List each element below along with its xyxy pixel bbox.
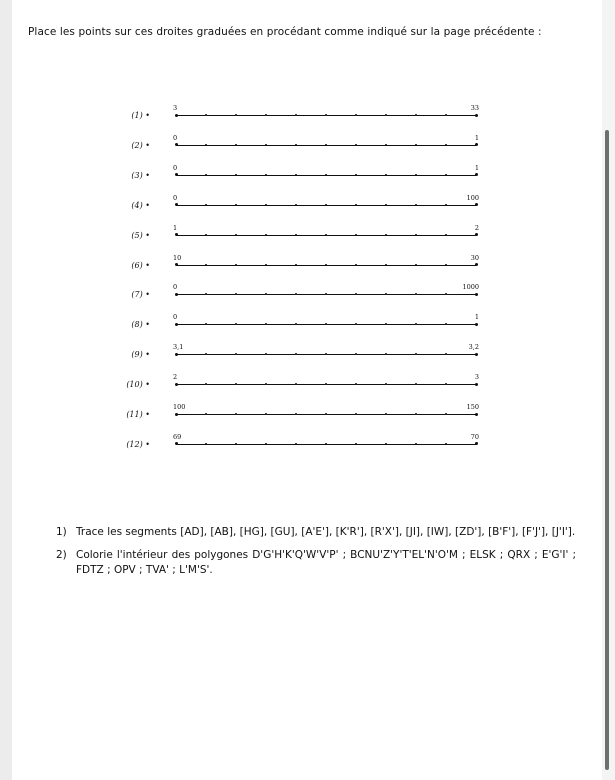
- number-line-tick: [355, 234, 357, 236]
- number-line-label: (4) •: [131, 200, 150, 210]
- number-line-row: [0, 194, 615, 214]
- number-line-tick: [445, 443, 447, 445]
- number-line-end-value: 33: [470, 104, 479, 112]
- number-line-tick: [325, 323, 327, 325]
- number-line-tick: [445, 234, 447, 236]
- number-line-start-value: 3: [173, 104, 178, 112]
- number-line: [176, 205, 476, 206]
- task-number: 1): [56, 526, 67, 538]
- task-text: Trace les segments [AD], [AB], [HG], [GU], [A'E'], [K'R'], [R'X'], [JI], [IW], [ZD'], [B'F'], [F'J'], [J'I'].: [76, 526, 576, 538]
- number-line-endpoint: [475, 203, 478, 206]
- number-line-tick: [445, 323, 447, 325]
- number-line-tick: [415, 293, 417, 295]
- number-line-end-value: 1: [474, 133, 479, 142]
- number-line-start-value: 0: [173, 313, 178, 322]
- number-line-tick: [205, 144, 207, 146]
- number-line-endpoint: [175, 173, 178, 176]
- number-line-tick: [265, 204, 267, 206]
- number-line-start-value: 1: [173, 223, 178, 232]
- number-line-end-value: 1: [474, 163, 479, 172]
- number-line-row: [0, 224, 615, 244]
- number-line-endpoint: [175, 353, 178, 356]
- number-line-tick: [445, 293, 447, 295]
- number-line-row: [0, 433, 615, 453]
- number-line-tick: [265, 413, 267, 415]
- number-line: [176, 115, 476, 116]
- number-line-endpoint: [475, 143, 478, 146]
- number-line: [176, 354, 476, 355]
- instruction-text: Place les points sur ces droites graduées en procédant comme indiqué sur la page précédente :: [28, 26, 542, 38]
- number-line-start-value: 0: [173, 283, 178, 292]
- number-line-tick: [445, 413, 447, 415]
- number-line-tick: [265, 114, 267, 116]
- number-line-endpoint: [475, 263, 478, 266]
- number-line-endpoint: [475, 293, 478, 296]
- number-line-end-value: 3: [474, 373, 479, 382]
- number-line-tick: [325, 353, 327, 355]
- number-line-label: (10) •: [126, 380, 150, 390]
- number-line-start-value: 0: [173, 193, 178, 202]
- number-line-endpoint: [475, 114, 478, 117]
- number-line-tick: [205, 204, 207, 206]
- number-line-tick: [205, 383, 207, 385]
- number-line-tick: [295, 144, 297, 146]
- number-line-label: (9) •: [131, 350, 150, 360]
- number-line-tick: [355, 114, 357, 116]
- number-line-tick: [415, 323, 417, 325]
- task-item: [56, 548, 576, 578]
- number-line-tick: [295, 443, 297, 445]
- number-line-tick: [235, 413, 237, 415]
- number-line-tick: [385, 204, 387, 206]
- number-line-tick: [265, 264, 267, 266]
- number-line-tick: [355, 293, 357, 295]
- number-line-end-value: 100: [466, 193, 479, 202]
- number-line-row: [0, 164, 615, 184]
- number-line-end-value: 3,2: [468, 343, 479, 352]
- number-line-tick: [415, 204, 417, 206]
- number-line-end-value: 150: [466, 403, 479, 411]
- number-line-end-value: 1000: [462, 283, 479, 292]
- number-line-tick: [205, 353, 207, 355]
- number-line-tick: [385, 413, 387, 415]
- number-line-endpoint: [175, 233, 178, 236]
- number-line: [176, 414, 476, 415]
- number-line-tick: [385, 383, 387, 385]
- number-line-tick: [415, 413, 417, 415]
- number-line-tick: [415, 264, 417, 266]
- number-line-tick: [445, 114, 447, 116]
- number-line-endpoint: [175, 143, 178, 146]
- number-line-tick: [205, 174, 207, 176]
- number-line-tick: [205, 443, 207, 445]
- number-line-tick: [235, 174, 237, 176]
- number-line-endpoint: [175, 114, 178, 117]
- number-line-row: [0, 134, 615, 154]
- number-line-tick: [265, 443, 267, 445]
- number-line-tick: [205, 114, 207, 116]
- task-list: [56, 525, 576, 586]
- number-line-tick: [265, 383, 267, 385]
- number-line-tick: [205, 293, 207, 295]
- number-line-endpoint: [175, 413, 178, 416]
- number-line-row: [0, 104, 615, 124]
- number-line-tick: [265, 144, 267, 146]
- number-line-tick: [385, 293, 387, 295]
- number-line-endpoint: [175, 203, 178, 206]
- number-line-tick: [325, 264, 327, 266]
- number-line-tick: [415, 234, 417, 236]
- number-line-tick: [205, 264, 207, 266]
- number-line-tick: [235, 443, 237, 445]
- number-line-endpoint: [175, 442, 178, 445]
- number-line-tick: [415, 353, 417, 355]
- number-line-label: (11) •: [126, 410, 150, 419]
- number-line-tick: [295, 174, 297, 176]
- number-line-tick: [325, 204, 327, 206]
- number-line-tick: [355, 383, 357, 385]
- number-line-tick: [295, 234, 297, 236]
- number-line-tick: [445, 383, 447, 385]
- number-line-endpoint: [175, 263, 178, 266]
- number-line-tick: [235, 204, 237, 206]
- number-line-tick: [355, 144, 357, 146]
- number-line-start-value: 0: [173, 163, 178, 172]
- number-line-tick: [355, 443, 357, 445]
- number-line-tick: [265, 234, 267, 236]
- number-line: [176, 294, 476, 295]
- number-line-tick: [415, 174, 417, 176]
- number-line-tick: [325, 144, 327, 146]
- number-line: [176, 444, 476, 445]
- number-line-tick: [235, 353, 237, 355]
- number-line-endpoint: [475, 442, 478, 445]
- number-line-end-value: 2: [474, 223, 479, 232]
- number-line-endpoint: [175, 323, 178, 326]
- number-line-tick: [355, 174, 357, 176]
- number-line-tick: [295, 114, 297, 116]
- number-line-label: (7) •: [131, 290, 150, 300]
- number-line-row: [0, 313, 615, 333]
- number-line-tick: [265, 323, 267, 325]
- number-line-tick: [355, 413, 357, 415]
- number-line: [176, 384, 476, 385]
- number-line-tick: [205, 413, 207, 415]
- number-line-tick: [235, 323, 237, 325]
- number-line-tick: [265, 353, 267, 355]
- number-line-row: [0, 343, 615, 363]
- number-line-endpoint: [475, 383, 478, 386]
- number-line-tick: [445, 204, 447, 206]
- number-line-label: (3) •: [131, 170, 150, 180]
- task-item: [56, 525, 576, 540]
- number-line-start-value: 3,1: [173, 343, 184, 352]
- number-line-tick: [385, 353, 387, 355]
- number-line-label: (2) •: [131, 140, 150, 150]
- number-line-endpoint: [175, 293, 178, 296]
- number-line: [176, 235, 476, 236]
- number-line-tick: [385, 323, 387, 325]
- number-line-start-value: 100: [173, 403, 186, 411]
- number-line-row: [0, 403, 615, 423]
- number-line-label: (5) •: [131, 230, 150, 240]
- number-line-tick: [355, 204, 357, 206]
- number-line-tick: [325, 443, 327, 445]
- number-line-label: (8) •: [131, 320, 150, 330]
- number-line-tick: [295, 413, 297, 415]
- number-line-tick: [385, 264, 387, 266]
- number-line-start-value: 69: [173, 432, 182, 441]
- number-line: [176, 324, 476, 325]
- number-line-tick: [265, 293, 267, 295]
- number-line-start-value: 10: [173, 253, 182, 262]
- number-line-tick: [295, 383, 297, 385]
- number-line-tick: [445, 174, 447, 176]
- number-line-row: [0, 254, 615, 274]
- number-line-tick: [385, 144, 387, 146]
- number-line-tick: [295, 293, 297, 295]
- number-line-tick: [235, 293, 237, 295]
- number-line-tick: [325, 293, 327, 295]
- number-line-tick: [295, 264, 297, 266]
- number-line-end-value: 1: [474, 313, 479, 322]
- number-line-tick: [235, 114, 237, 116]
- number-line-tick: [445, 264, 447, 266]
- number-line-tick: [205, 234, 207, 236]
- number-line-tick: [295, 323, 297, 325]
- number-line-end-value: 70: [470, 432, 479, 441]
- number-line-tick: [295, 353, 297, 355]
- number-line-tick: [295, 204, 297, 206]
- number-line-tick: [235, 234, 237, 236]
- number-line-endpoint: [475, 323, 478, 326]
- number-line-endpoint: [475, 233, 478, 236]
- number-line-tick: [385, 174, 387, 176]
- number-line-tick: [415, 114, 417, 116]
- number-line-tick: [325, 413, 327, 415]
- number-line-tick: [415, 383, 417, 385]
- number-line-tick: [265, 174, 267, 176]
- number-line-tick: [355, 264, 357, 266]
- number-line-tick: [205, 323, 207, 325]
- number-line-label: (6) •: [131, 260, 150, 270]
- number-line-tick: [325, 234, 327, 236]
- number-line-tick: [325, 383, 327, 385]
- number-line-tick: [235, 264, 237, 266]
- number-line: [176, 175, 476, 176]
- task-number: 2): [56, 549, 67, 561]
- number-line-tick: [385, 443, 387, 445]
- number-line-label: (12) •: [126, 439, 150, 449]
- number-line-tick: [445, 353, 447, 355]
- number-line: [176, 265, 476, 266]
- number-line: [176, 145, 476, 146]
- number-line-endpoint: [475, 413, 478, 416]
- number-line-start-value: 0: [173, 133, 178, 142]
- number-line-tick: [325, 174, 327, 176]
- number-line-endpoint: [475, 173, 478, 176]
- number-line-tick: [385, 234, 387, 236]
- task-text: Colorie l'intérieur des polygones D'G'H'K'Q'W'V'P' ; BCNU'Z'Y'T'EL'N'O'M ; ELSK ; QRX ; E'G'I' ; FDTZ ; OPV ; TVA' ; L'M'S'.: [76, 549, 576, 576]
- number-line-endpoint: [175, 383, 178, 386]
- number-line-tick: [415, 144, 417, 146]
- number-line-tick: [355, 323, 357, 325]
- number-line-tick: [235, 383, 237, 385]
- number-line-tick: [325, 114, 327, 116]
- number-line-tick: [355, 353, 357, 355]
- number-line-row: [0, 283, 615, 303]
- number-line-tick: [445, 144, 447, 146]
- number-line-row: [0, 373, 615, 393]
- number-line-start-value: 2: [173, 373, 178, 382]
- number-line-label: (1) •: [131, 111, 150, 120]
- number-line-tick: [415, 443, 417, 445]
- number-line-tick: [235, 144, 237, 146]
- number-line-tick: [385, 114, 387, 116]
- number-line-endpoint: [475, 353, 478, 356]
- number-line-end-value: 30: [470, 253, 479, 262]
